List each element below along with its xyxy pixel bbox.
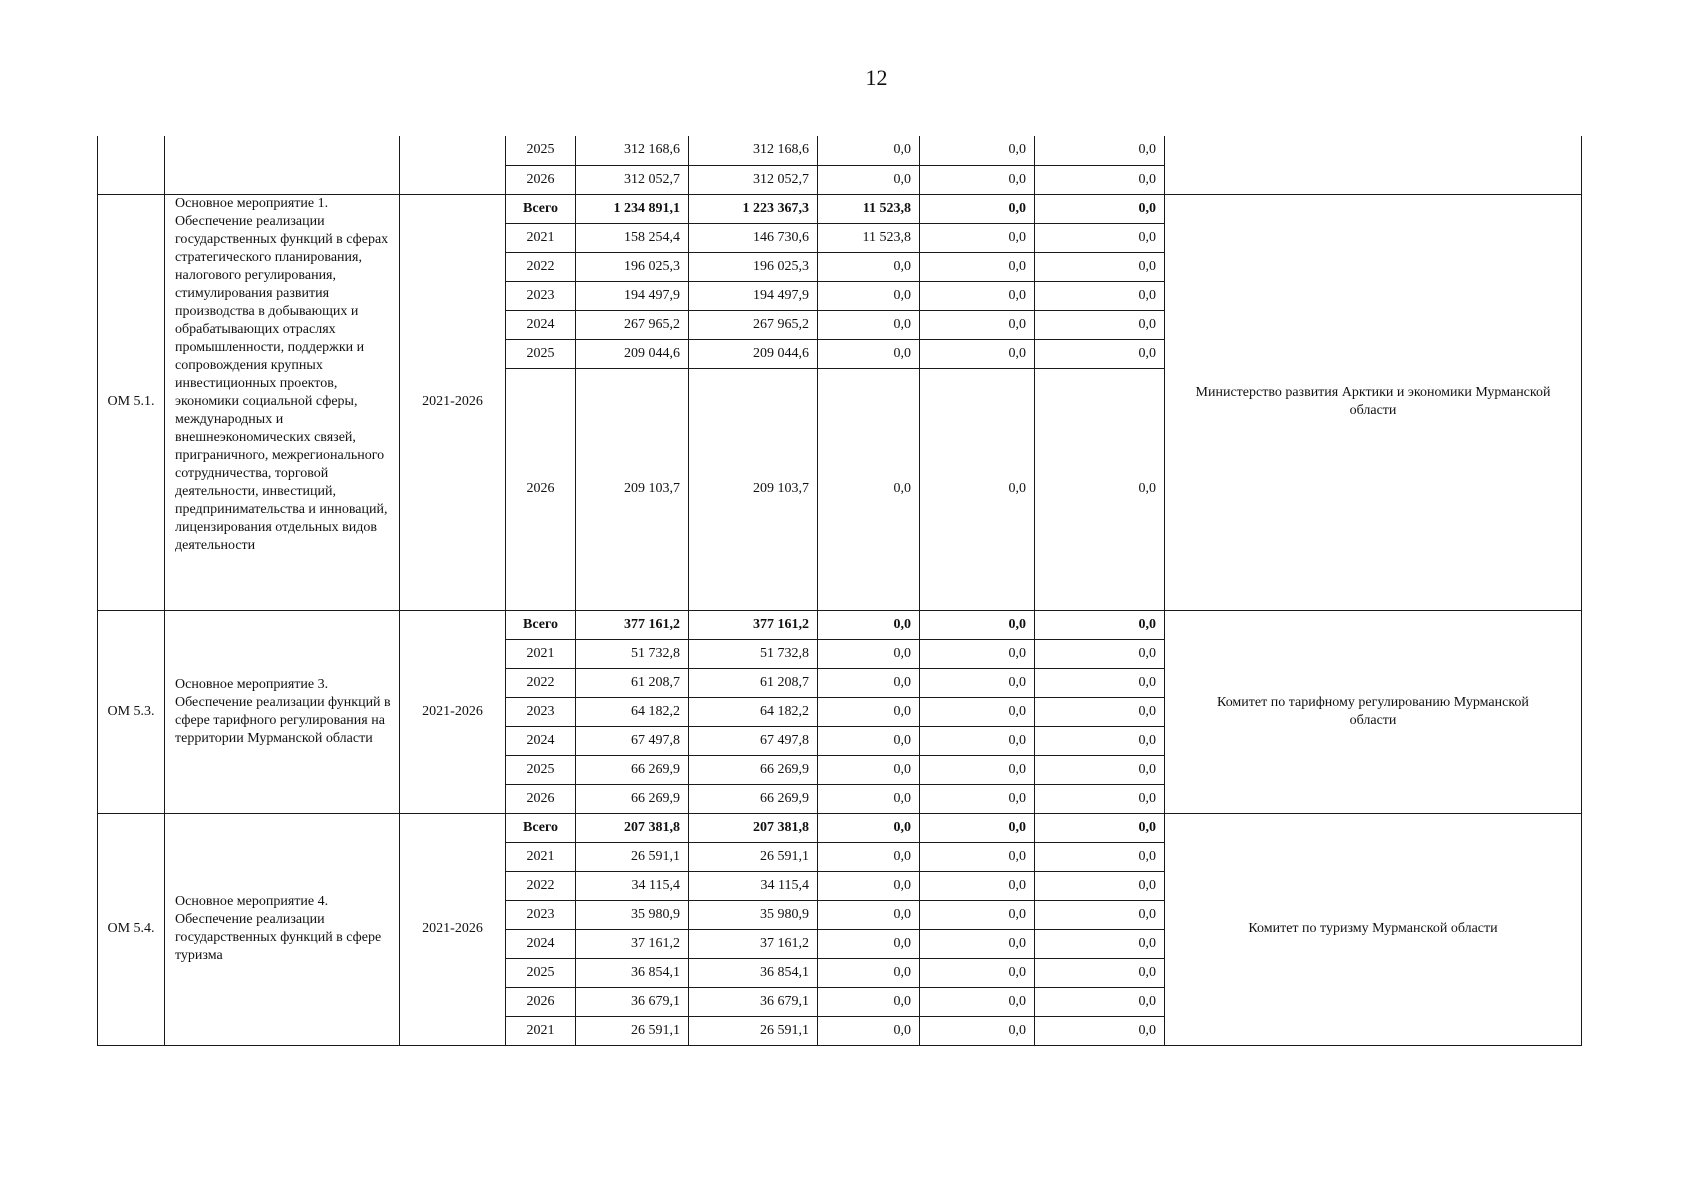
code-cell-empty (98, 136, 165, 194)
source1-cell: 267 965,2 (689, 310, 818, 339)
source2-cell: 0,0 (818, 252, 920, 281)
year-cell: Всего (506, 813, 576, 842)
total-cell: 51 732,8 (576, 639, 689, 668)
source2-cell: 0,0 (818, 610, 920, 639)
source2-cell: 0,0 (818, 668, 920, 697)
source4-cell: 0,0 (1035, 726, 1165, 755)
source4-cell: 0,0 (1035, 813, 1165, 842)
source1-cell: 35 980,9 (689, 900, 818, 929)
measure-code: ОМ 5.4. (98, 813, 165, 1045)
source3-cell: 0,0 (920, 252, 1035, 281)
source4-cell: 0,0 (1035, 136, 1165, 165)
source3-cell: 0,0 (920, 871, 1035, 900)
source2-cell: 0,0 (818, 339, 920, 368)
source3-cell: 0,0 (920, 339, 1035, 368)
source3-cell: 0,0 (920, 281, 1035, 310)
total-cell: 66 269,9 (576, 755, 689, 784)
source2-cell: 11 523,8 (818, 223, 920, 252)
source4-cell: 0,0 (1035, 252, 1165, 281)
source1-cell: 26 591,1 (689, 1016, 818, 1045)
source2-cell: 0,0 (818, 900, 920, 929)
source2-cell: 0,0 (818, 1016, 920, 1045)
source3-cell: 0,0 (920, 697, 1035, 726)
source2-cell: 0,0 (818, 165, 920, 194)
source3-cell: 0,0 (920, 194, 1035, 223)
table-row-total (98, 194, 1582, 223)
source4-cell: 0,0 (1035, 987, 1165, 1016)
source2-cell: 0,0 (818, 958, 920, 987)
source1-cell: 1 223 367,3 (689, 194, 818, 223)
source1-cell: 34 115,4 (689, 871, 818, 900)
source3-cell: 0,0 (920, 610, 1035, 639)
source3-cell: 0,0 (920, 958, 1035, 987)
source4-cell: 0,0 (1035, 639, 1165, 668)
source2-cell: 0,0 (818, 136, 920, 165)
total-cell: 194 497,9 (576, 281, 689, 310)
year-cell: 2026 (506, 987, 576, 1016)
source2-cell: 0,0 (818, 784, 920, 813)
source1-cell: 66 269,9 (689, 755, 818, 784)
total-cell: 158 254,4 (576, 223, 689, 252)
measure-period: 2021-2026 (400, 813, 506, 1045)
source2-cell: 11 523,8 (818, 194, 920, 223)
source1-cell: 209 103,7 (689, 368, 818, 610)
source4-cell: 0,0 (1035, 842, 1165, 871)
source1-cell: 64 182,2 (689, 697, 818, 726)
source4-cell: 0,0 (1035, 900, 1165, 929)
year-cell: 2026 (506, 165, 576, 194)
year-cell: 2022 (506, 668, 576, 697)
source1-cell: 312 052,7 (689, 165, 818, 194)
year-cell: 2021 (506, 842, 576, 871)
measure-code: ОМ 5.3. (98, 610, 165, 813)
funding-table (97, 136, 1582, 1046)
total-cell: 209 044,6 (576, 339, 689, 368)
table-row-total (98, 813, 1582, 842)
source4-cell: 0,0 (1035, 194, 1165, 223)
year-cell: Всего (506, 194, 576, 223)
source4-cell: 0,0 (1035, 1016, 1165, 1045)
measure-name: Основное мероприятие 4. Обеспечение реализации государственных функций в сфере туризма (165, 813, 400, 1045)
total-cell: 26 591,1 (576, 1016, 689, 1045)
source1-cell: 67 497,8 (689, 726, 818, 755)
year-cell: 2025 (506, 339, 576, 368)
source4-cell: 0,0 (1035, 368, 1165, 610)
year-cell: 2023 (506, 281, 576, 310)
source1-cell: 377 161,2 (689, 610, 818, 639)
source2-cell: 0,0 (818, 813, 920, 842)
source2-cell: 0,0 (818, 929, 920, 958)
year-cell: 2021 (506, 639, 576, 668)
year-cell: 2023 (506, 900, 576, 929)
source4-cell: 0,0 (1035, 281, 1165, 310)
source3-cell: 0,0 (920, 842, 1035, 871)
source4-cell: 0,0 (1035, 929, 1165, 958)
page-number: 12 (865, 65, 888, 90)
total-cell: 312 168,6 (576, 136, 689, 165)
source1-cell: 51 732,8 (689, 639, 818, 668)
total-cell: 34 115,4 (576, 871, 689, 900)
source4-cell: 0,0 (1035, 755, 1165, 784)
year-cell: 2024 (506, 310, 576, 339)
source3-cell: 0,0 (920, 784, 1035, 813)
measure-name: Основное мероприятие 1. Обеспечение реализации государственных функций в сферах стратегического планирования, налогового регулирования, стимулирования развития производства в добывающих и обрабатывающих отраслях промышленности, поддержки и сопровождения крупных инвестиционных проектов, экономики социальной сферы, международных и внешнеэкономических связей, приграничного, межрегионального сотрудничества, торговой деятельности, инвестиций, предпринимательства и инноваций, лицензирования отдельных видов деятельности (165, 194, 400, 610)
year-cell: 2021 (506, 223, 576, 252)
source3-cell: 0,0 (920, 813, 1035, 842)
source3-cell: 0,0 (920, 310, 1035, 339)
total-cell: 312 052,7 (576, 165, 689, 194)
source1-cell: 196 025,3 (689, 252, 818, 281)
year-cell: Всего (506, 610, 576, 639)
source2-cell: 0,0 (818, 639, 920, 668)
source1-cell: 26 591,1 (689, 842, 818, 871)
total-cell: 36 679,1 (576, 987, 689, 1016)
total-cell: 209 103,7 (576, 368, 689, 610)
source3-cell: 0,0 (920, 368, 1035, 610)
source3-cell: 0,0 (920, 639, 1035, 668)
total-cell: 66 269,9 (576, 784, 689, 813)
source2-cell: 0,0 (818, 842, 920, 871)
source3-cell: 0,0 (920, 929, 1035, 958)
source3-cell: 0,0 (920, 1016, 1035, 1045)
source2-cell: 0,0 (818, 368, 920, 610)
source1-cell: 36 854,1 (689, 958, 818, 987)
total-cell: 267 965,2 (576, 310, 689, 339)
source3-cell: 0,0 (920, 726, 1035, 755)
source3-cell: 0,0 (920, 900, 1035, 929)
source4-cell: 0,0 (1035, 339, 1165, 368)
source4-cell: 0,0 (1035, 958, 1165, 987)
year-cell: 2023 (506, 697, 576, 726)
source3-cell: 0,0 (920, 987, 1035, 1016)
source2-cell: 0,0 (818, 310, 920, 339)
source1-cell: 37 161,2 (689, 929, 818, 958)
source4-cell: 0,0 (1035, 610, 1165, 639)
measure-code: ОМ 5.1. (98, 194, 165, 610)
source1-cell: 146 730,6 (689, 223, 818, 252)
measure-executor: Комитет по тарифному регулированию Мурманской области (1165, 610, 1582, 813)
source1-cell: 207 381,8 (689, 813, 818, 842)
total-cell: 207 381,8 (576, 813, 689, 842)
measure-period: 2021-2026 (400, 194, 506, 610)
total-cell: 196 025,3 (576, 252, 689, 281)
year-cell: 2021 (506, 1016, 576, 1045)
total-cell: 61 208,7 (576, 668, 689, 697)
source1-cell: 194 497,9 (689, 281, 818, 310)
year-cell: 2026 (506, 368, 576, 610)
source2-cell: 0,0 (818, 871, 920, 900)
source1-cell: 36 679,1 (689, 987, 818, 1016)
executor-cell-empty (1165, 136, 1582, 194)
measure-period: 2021-2026 (400, 610, 506, 813)
source4-cell: 0,0 (1035, 697, 1165, 726)
source4-cell: 0,0 (1035, 223, 1165, 252)
total-cell: 64 182,2 (576, 697, 689, 726)
total-cell: 36 854,1 (576, 958, 689, 987)
source3-cell: 0,0 (920, 165, 1035, 194)
year-cell: 2024 (506, 726, 576, 755)
year-cell: 2024 (506, 929, 576, 958)
total-cell: 1 234 891,1 (576, 194, 689, 223)
source2-cell: 0,0 (818, 755, 920, 784)
source4-cell: 0,0 (1035, 871, 1165, 900)
year-cell: 2025 (506, 136, 576, 165)
source1-cell: 209 044,6 (689, 339, 818, 368)
total-cell: 377 161,2 (576, 610, 689, 639)
total-cell: 37 161,2 (576, 929, 689, 958)
source2-cell: 0,0 (818, 697, 920, 726)
source4-cell: 0,0 (1035, 668, 1165, 697)
source3-cell: 0,0 (920, 668, 1035, 697)
source2-cell: 0,0 (818, 987, 920, 1016)
source1-cell: 66 269,9 (689, 784, 818, 813)
table-row-total (98, 610, 1582, 639)
name-cell-empty (165, 136, 400, 194)
source3-cell: 0,0 (920, 755, 1035, 784)
source3-cell: 0,0 (920, 223, 1035, 252)
measure-name: Основное мероприятие 3. Обеспечение реализации функций в сфере тарифного регулирования на территории Мурманской области (165, 610, 400, 813)
total-cell: 26 591,1 (576, 842, 689, 871)
year-cell: 2025 (506, 755, 576, 784)
source2-cell: 0,0 (818, 726, 920, 755)
source1-cell: 61 208,7 (689, 668, 818, 697)
source2-cell: 0,0 (818, 281, 920, 310)
measure-executor: Комитет по туризму Мурманской области (1165, 813, 1582, 1045)
source3-cell: 0,0 (920, 136, 1035, 165)
year-cell: 2025 (506, 958, 576, 987)
table-row (98, 136, 1582, 165)
measure-executor: Министерство развития Арктики и экономики Мурманской области (1165, 194, 1582, 610)
total-cell: 35 980,9 (576, 900, 689, 929)
total-cell: 67 497,8 (576, 726, 689, 755)
year-cell: 2022 (506, 252, 576, 281)
source4-cell: 0,0 (1035, 165, 1165, 194)
source1-cell: 312 168,6 (689, 136, 818, 165)
period-cell-empty (400, 136, 506, 194)
year-cell: 2022 (506, 871, 576, 900)
source4-cell: 0,0 (1035, 310, 1165, 339)
year-cell: 2026 (506, 784, 576, 813)
source4-cell: 0,0 (1035, 784, 1165, 813)
